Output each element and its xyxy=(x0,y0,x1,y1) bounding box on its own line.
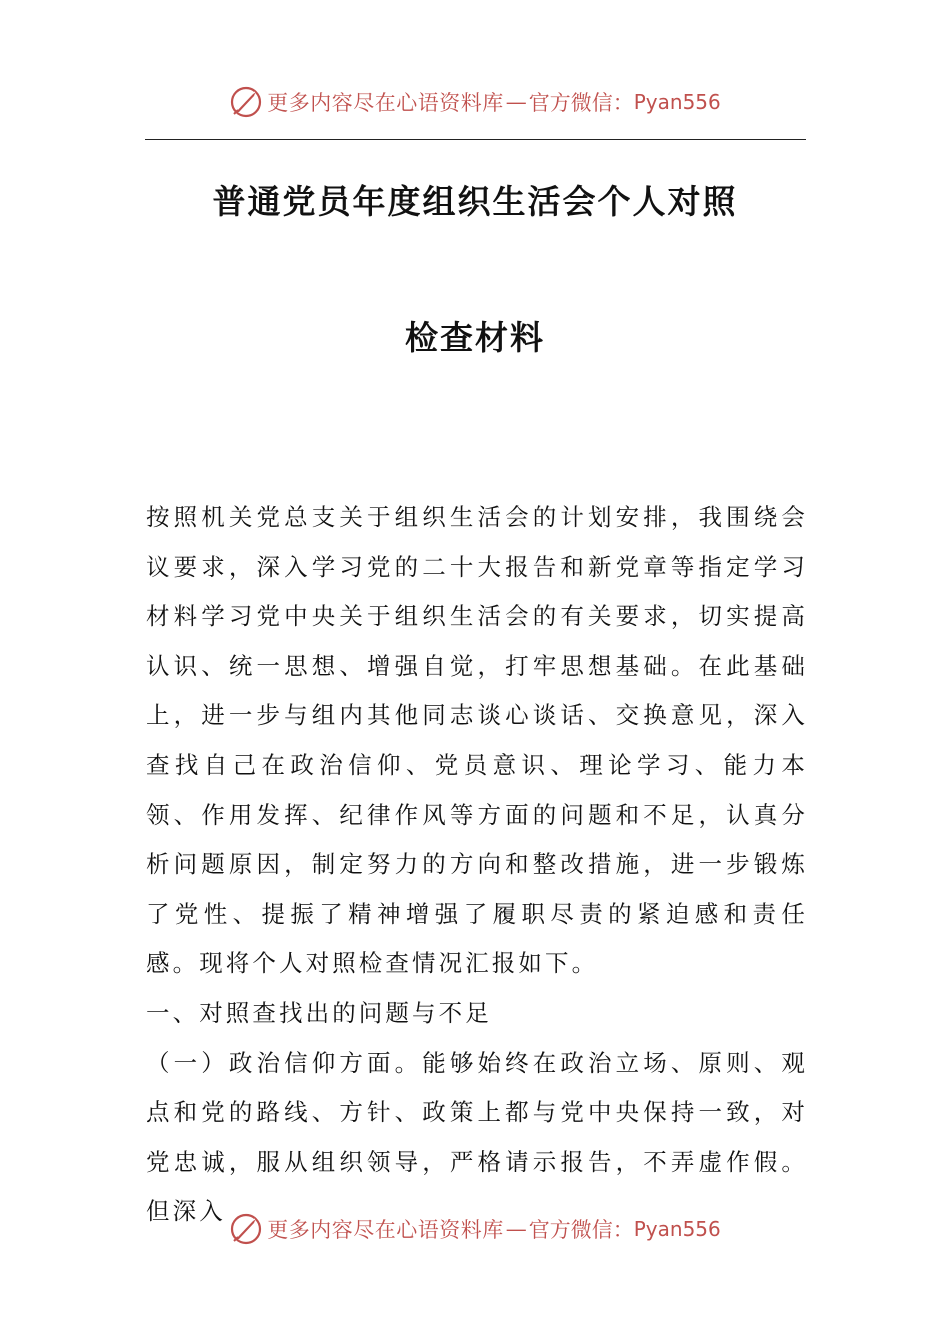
banner-wechat-id: Pyan556 xyxy=(633,1217,721,1241)
header-banner xyxy=(0,82,950,122)
banner-separator: — xyxy=(505,1217,527,1241)
document-title-line-1: 普通党员年度组织生活会个人对照 xyxy=(212,182,738,221)
quill-logo-icon xyxy=(229,1212,263,1246)
banner-wechat-label: 官方微信： xyxy=(528,91,634,115)
intro-paragraph: 按照机关党总支关于组织生活会的计划安排，我围绕会议要求，深入学习党的二十大报告和新党章等指定学习材料学习党中央关于组织生活会的有关要求，切实提高认识、统一思想、增强自觉，打牢思想基础。在此基础上，进一步与组内其他同志谈心谈话、交换意见，深入查找自己在政治信仰、党员意识、理论学习、能力本领、作用发挥、纪律作风等方面的问题和不足，认真分析问题原因，制定努力的方向和整改措施，进一步锻炼了党性、提振了精神增强了履职尽责的紧迫感和责任感。现将个人对照检查情况汇报如下。 xyxy=(146,503,808,978)
banner-wechat-id: Pyan556 xyxy=(633,90,721,114)
quill-logo-icon xyxy=(229,85,263,119)
document-title-line-2: 检查材料 xyxy=(405,318,545,357)
banner-brand-text: 更多内容尽在心语资料库 xyxy=(267,1218,504,1242)
banner-separator: — xyxy=(505,90,527,114)
banner-wechat-label: 官方微信： xyxy=(528,1218,634,1242)
subsection-paragraph: （一）政治信仰方面。能够始终在政治立场、原则、观点和党的路线、方针、政策上都与党中央保持一致，对党忠诚，服从组织领导，严格请示报告，不弄虚作假。但深入 xyxy=(146,1048,808,1226)
banner-brand-text: 更多内容尽在心语资料库 xyxy=(267,91,504,115)
header-divider xyxy=(145,139,806,140)
document-body xyxy=(146,493,808,1237)
section-heading: 一、对照查找出的问题与不足 xyxy=(146,998,492,1027)
footer-banner xyxy=(0,1209,950,1249)
